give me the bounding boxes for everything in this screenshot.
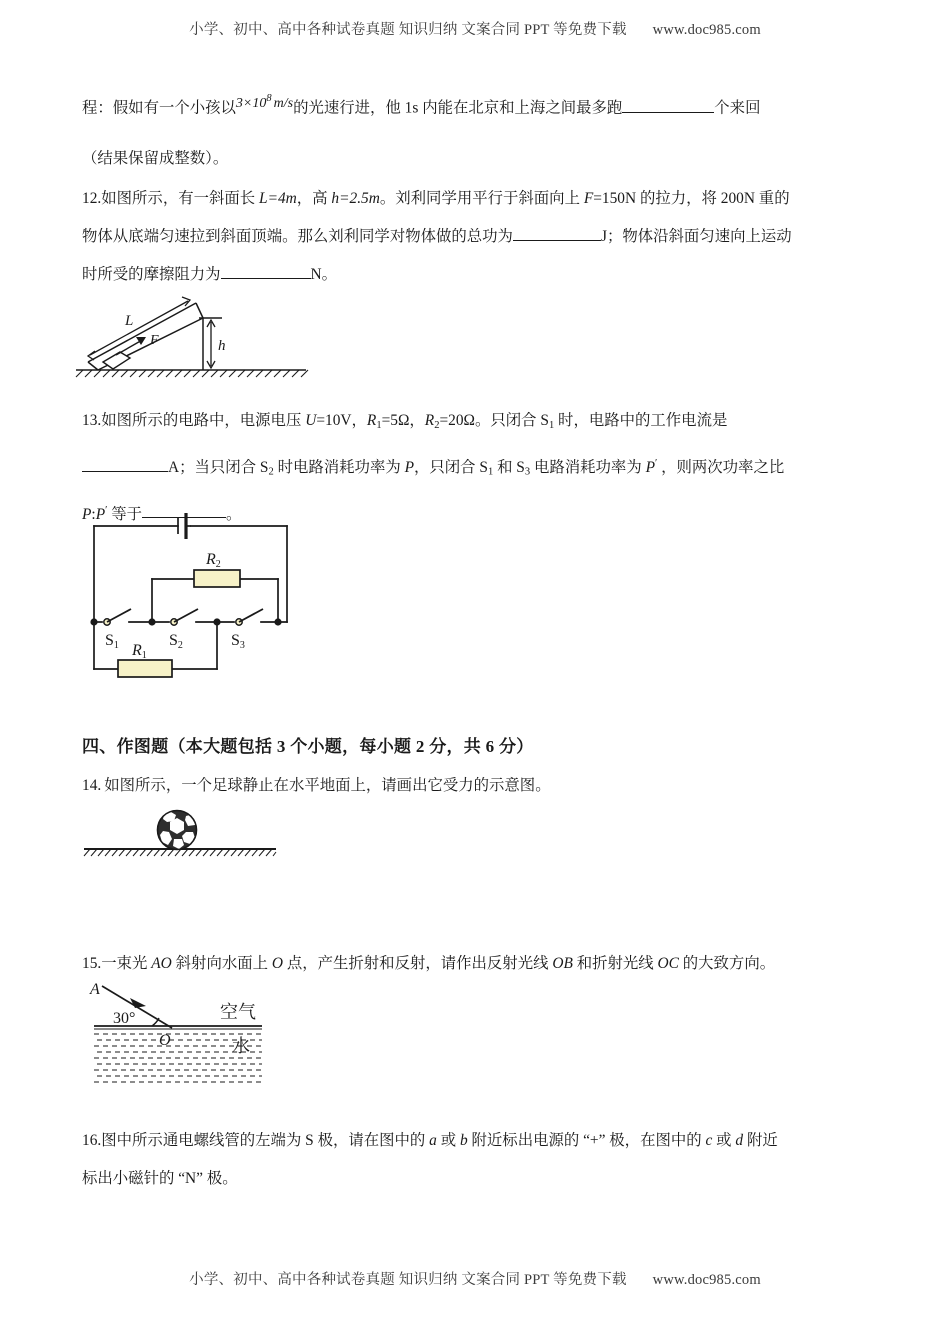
q13-S1b-subscript: 1 <box>487 466 494 478</box>
q13-line3c: 等于 <box>107 505 143 523</box>
q12-line2-unit: J <box>600 228 607 245</box>
question-16-text <box>82 1122 872 1198</box>
circuit-label-S1: S1 <box>105 632 119 651</box>
resistor-R1-body <box>118 660 172 677</box>
q15-t5: 的大致方向。 <box>678 955 776 972</box>
q13-answer-blank-current[interactable] <box>82 471 168 472</box>
q13-line1b: 。只闭合 S <box>474 412 549 429</box>
resistor-R2-body <box>194 570 240 587</box>
section-4-heading <box>82 730 872 764</box>
q13-S2-subscript: 2 <box>268 466 274 478</box>
q12-F-value: =150N <box>593 190 637 207</box>
section-4-title: 四、作图题（本大题包括 3 个小题，每小题 2 分，共 6 分） <box>82 737 534 756</box>
q13-Pprime-symbol: P <box>645 458 655 476</box>
switch-S2 <box>148 609 198 626</box>
circuit-label-R2: R2 <box>206 551 221 570</box>
q11-answer-blank[interactable] <box>622 112 714 113</box>
switch-S3 <box>213 609 263 626</box>
q13-ratio-Pprime: P <box>95 505 106 523</box>
q12-L-value: =4m <box>267 190 297 207</box>
q12-line3a: 时所受的摩擦阻力为 <box>82 266 221 283</box>
refraction-label-O: O <box>159 1032 171 1049</box>
q15-ray-OC: OC <box>657 955 679 972</box>
q16-line1d: 或 <box>712 1132 736 1149</box>
q15-t1: 一束光 <box>101 955 152 972</box>
circuit-label-R1: R1 <box>132 642 147 661</box>
refraction-label-A: A <box>90 981 100 998</box>
q12-F-symbol: F <box>583 190 594 207</box>
question-11-tail-line2 <box>82 144 872 174</box>
q15-t4: 和折射光线 <box>572 955 658 972</box>
q15-number: 15. <box>82 955 102 972</box>
inclined-plane-diagram <box>70 292 320 384</box>
q11-speed-expression <box>236 82 293 121</box>
q13-R1-symbol: R <box>366 412 377 429</box>
q13-S3-subscript: 3 <box>524 466 531 478</box>
q16-point-b: b <box>459 1132 468 1149</box>
question-12-text <box>82 180 872 294</box>
q16-line1b: 或 <box>436 1132 460 1149</box>
q13-number: 13. <box>82 412 102 429</box>
q14-body: 如图所示，一个足球静止在水平地面上，请画出它受力的示意图。 <box>104 777 551 794</box>
q16-point-a: a <box>429 1132 437 1149</box>
circuit-label-S3: S3 <box>231 632 245 651</box>
q13-ratio-P: P <box>82 505 92 523</box>
q13-sep1: ， <box>351 412 367 429</box>
q11-tail: 个来回 <box>714 99 761 117</box>
inclined-plane-label-h: h <box>218 338 226 354</box>
q11-speed-coefficient: 3 <box>235 95 243 111</box>
circuit-label-S2: S2 <box>169 632 183 651</box>
q12-answer-blank-work[interactable] <box>513 240 601 241</box>
q13-line2d: 和 S <box>493 458 525 476</box>
soccer-ball-on-ground-diagram <box>80 806 295 866</box>
q12-line1d: 的拉力，将 200N 重的 <box>636 190 790 207</box>
inclined-plane-label-L: L <box>125 313 134 329</box>
q13-line1a: 如图所示的电路中，电源电压 <box>101 412 306 429</box>
q12-line1c: 。刘利同学用平行于斜面向上 <box>379 190 584 207</box>
q16-line1c: 附近标出电源的 “+” 极，在图中的 <box>467 1132 706 1149</box>
light-refraction-diagram <box>80 981 310 1094</box>
soccer-ball-icon <box>158 811 197 850</box>
q16-number: 16. <box>82 1132 102 1149</box>
refraction-label-air: 空气 <box>220 1002 256 1022</box>
q13-U-symbol: U <box>305 412 317 429</box>
q12-line3b: 。 <box>321 266 338 283</box>
q16-line1e: 附近 <box>743 1132 778 1149</box>
q13-R2-symbol: R <box>424 412 435 429</box>
q12-line2a: 物体从底端匀速拉到斜面顶端。那么刘利同学对物体做的总功为 <box>82 228 513 245</box>
question-15-text <box>82 948 872 980</box>
q12-h-value: =2.5m <box>339 190 380 207</box>
q15-t2: 斜射向水面上 <box>171 955 272 972</box>
header-watermark <box>0 18 950 39</box>
q16-line2: 标出小磁针的 “N” 极。 <box>82 1170 238 1187</box>
q16-point-c: c <box>705 1132 713 1149</box>
q13-R2-subscript: 2 <box>434 419 440 431</box>
q12-number: 12. <box>82 190 102 207</box>
q12-line1b: ，高 <box>296 190 332 207</box>
refraction-label-angle: 30° <box>113 1010 136 1027</box>
q15-ray-AO: AO <box>151 955 172 972</box>
q14-number: 14. <box>82 777 102 794</box>
q13-S1-subscript: 1 <box>548 419 555 431</box>
q13-ratio-colon: : <box>91 505 96 523</box>
refraction-label-water: 水 <box>232 1036 250 1056</box>
footer-watermark-text: 小学、初中、高中各种试卷真题 知识归纳 文案合同 PPT 等免费下载 <box>189 1272 627 1288</box>
footer-watermark-url: www.doc985.com <box>652 1272 761 1288</box>
circuit-diagram <box>74 512 324 692</box>
q13-line3d: 。 <box>226 505 242 523</box>
q11-line2: （结果保留成整数）。 <box>82 150 229 167</box>
question-14-text <box>82 770 872 802</box>
q12-h-symbol: h <box>331 190 340 207</box>
q13-line2b: 时电路消耗功率为 <box>273 458 405 476</box>
footer-watermark <box>0 1268 950 1289</box>
header-watermark-url: www.doc985.com <box>652 22 761 38</box>
q11-speed-base: 10 <box>252 95 267 111</box>
q13-R2-value: =20Ω <box>439 412 475 429</box>
q13-P-symbol: P <box>404 458 414 476</box>
q13-sep2: ， <box>409 412 425 429</box>
q11-speed-times: × <box>242 95 253 111</box>
q11-lead: 程：假如有一个小孩以 <box>82 99 236 117</box>
q16-line1a: 图中所示通电螺线管的左端为 S 极，请在图中的 <box>101 1132 430 1149</box>
q13-R1-subscript: 1 <box>376 419 382 431</box>
q13-line2c: ，只闭合 S <box>413 458 488 476</box>
q12-answer-blank-friction[interactable] <box>221 278 311 279</box>
question-11-tail-line1 <box>82 82 872 126</box>
q16-point-d: d <box>735 1132 744 1149</box>
q12-line1a: 如图所示，有一斜面长 <box>101 190 260 207</box>
q15-ray-OB: OB <box>552 955 573 972</box>
q13-line1c: 时，电路中的工作电流是 <box>554 412 728 429</box>
q13-line2f: ，则两次功率之比 <box>657 458 785 476</box>
q13-U-value: =10V <box>316 412 352 429</box>
q13-line2-unit: A <box>168 458 180 476</box>
inclined-plane-label-F: F <box>150 333 159 348</box>
q13-ratio-prime-mark: ′ <box>105 504 108 516</box>
q12-L-symbol: L <box>259 190 268 207</box>
q11-mid: 的光速行进，他 1s 内能在北京和上海之间最多跑 <box>293 99 623 117</box>
header-watermark-text: 小学、初中、高中各种试卷真题 知识归纳 文案合同 PPT 等免费下载 <box>189 22 627 38</box>
q11-speed-exponent: 8 <box>266 93 272 104</box>
q13-R1-value: =5Ω <box>381 412 410 429</box>
q12-line2b: ；物体沿斜面匀速向上运动 <box>606 228 792 245</box>
q13-line2e: 电路消耗功率为 <box>530 458 646 476</box>
q15-t3: 点，产生折射和反射，请作出反射光线 <box>282 955 553 972</box>
q13-Pprime-mark: ′ <box>654 457 658 469</box>
q12-line3-unit: N <box>310 266 322 283</box>
q15-point-O: O <box>271 955 283 972</box>
q11-speed-unit: m/s <box>273 95 294 111</box>
q13-line2a: ；当只闭合 S <box>179 458 269 476</box>
switch-S1 <box>90 609 131 626</box>
